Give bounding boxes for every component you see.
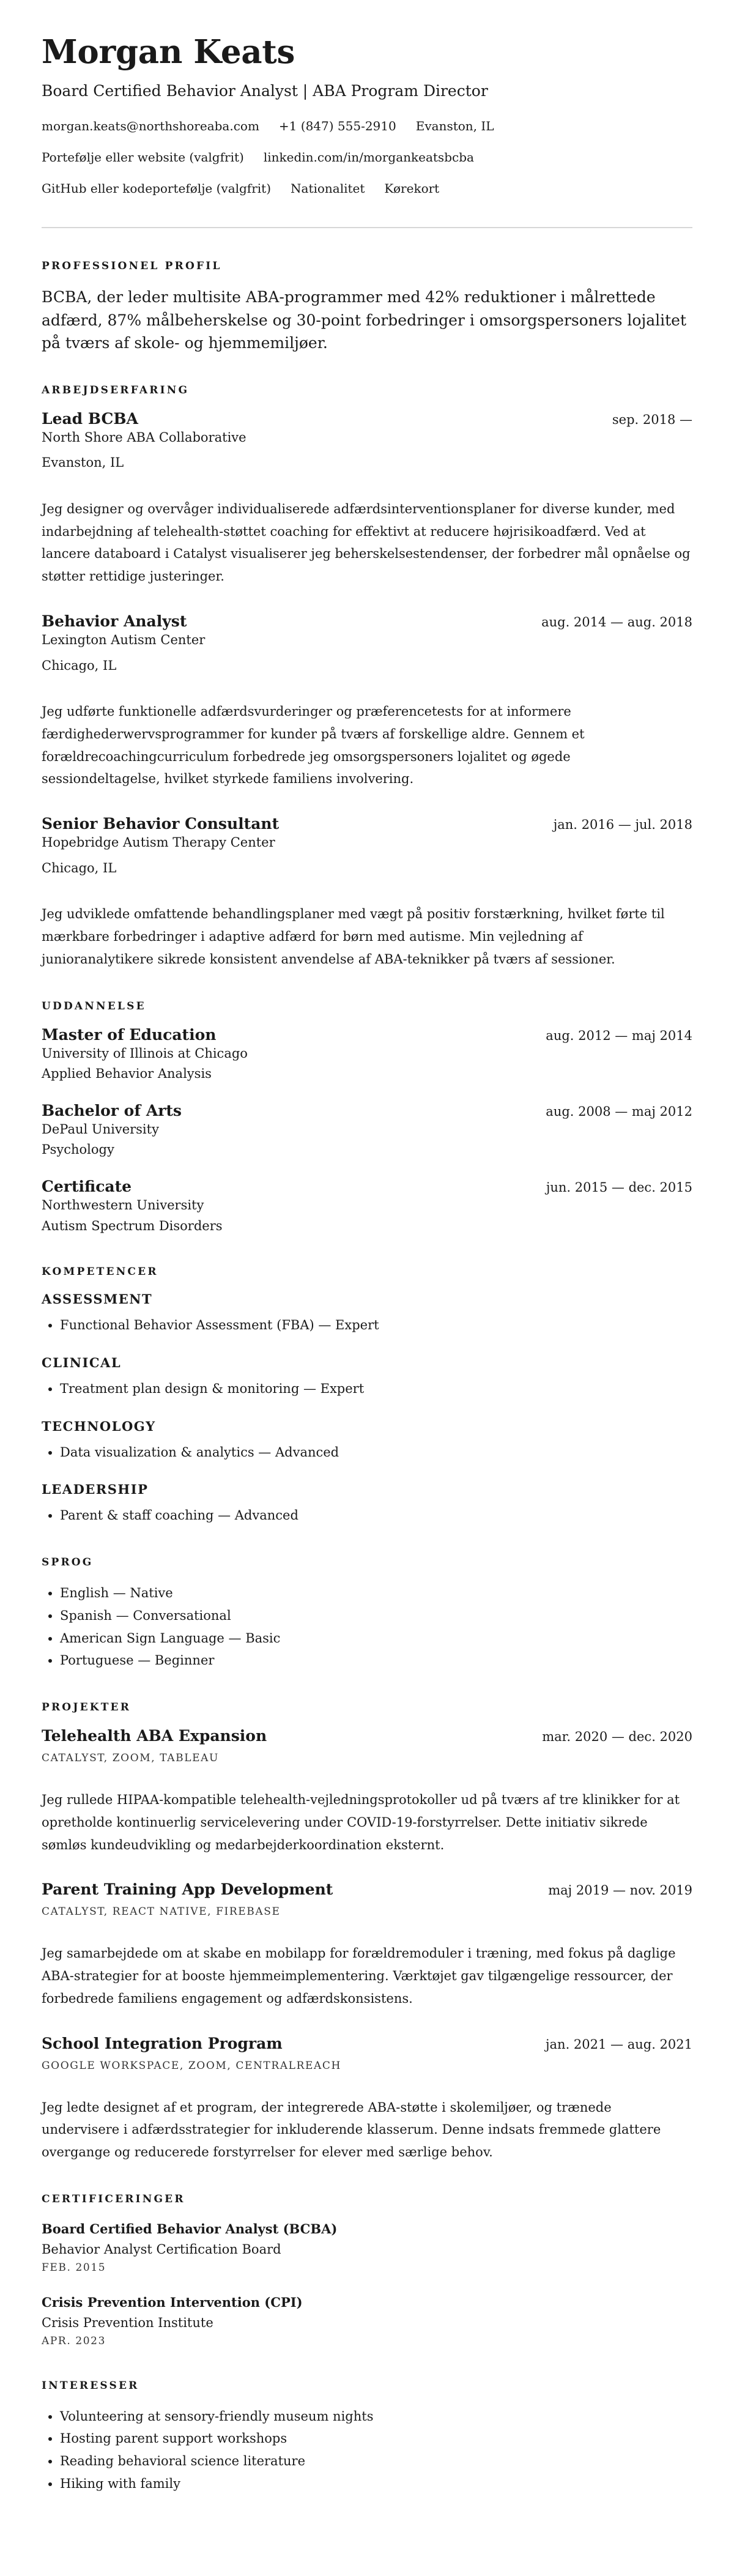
certifications-section bbox=[42, 2193, 692, 2350]
certification-entry bbox=[42, 2219, 692, 2276]
languages-section bbox=[42, 1556, 692, 1672]
entry-header bbox=[42, 2035, 692, 2052]
contact-portfolio[interactable]: Portefølje eller website (valgfrit) bbox=[42, 150, 244, 165]
project-name: Parent Training App Development bbox=[42, 1880, 333, 1899]
candidate-headline: Board Certified Behavior Analyst | ABA Program Director bbox=[42, 82, 488, 100]
interest-item: • Volunteering at sensory-friendly museum nights bbox=[60, 2405, 692, 2428]
certification-name: Board Certified Behavior Analyst (BCBA) bbox=[42, 2221, 338, 2236]
interests-section bbox=[42, 2380, 692, 2495]
contact-row-1 bbox=[42, 118, 692, 134]
language-item: • English — Native bbox=[60, 1582, 692, 1605]
field-of-study: Autism Spectrum Disorders bbox=[42, 1218, 223, 1233]
section-title-profile: PROFESSIONEL PROFIL bbox=[42, 260, 222, 273]
skills-section bbox=[42, 1266, 692, 1527]
field-of-study: Psychology bbox=[42, 1142, 114, 1157]
job-title: Senior Behavior Consultant bbox=[42, 815, 280, 833]
project-name: School Integration Program bbox=[42, 2034, 283, 2052]
project-dates: jan. 2021 — aug. 2021 bbox=[546, 2036, 692, 2052]
project-entry bbox=[42, 2035, 692, 2164]
interest-list bbox=[42, 2405, 692, 2495]
section-title-certifications: CERTIFICERINGER bbox=[42, 2192, 185, 2205]
language-list bbox=[42, 1582, 692, 1672]
contact-nationality: Nationalitet bbox=[291, 181, 365, 196]
skill-list bbox=[42, 1314, 692, 1337]
project-description: Jeg rullede HIPAA-kompatible telehealth-vejledningsprotokoller ud på tværs af tre klinikker for at opretholde kontinuerlig servicelevering under COVID-19-forstyrrelser. Dette initiativ sikrede sømløs kundeudvikling og medarbejderkoordination eksternt. bbox=[42, 1792, 680, 1852]
section-title-skills: KOMPETENCER bbox=[42, 1266, 158, 1279]
school-name: DePaul University bbox=[42, 1121, 159, 1137]
certification-date: APR. 2023 bbox=[42, 2335, 106, 2348]
section-title-interests: INTERESSER bbox=[42, 2379, 139, 2392]
entry-header bbox=[42, 1102, 692, 1119]
skill-category: TECHNOLOGY bbox=[42, 1418, 156, 1434]
interest-item: • Hiking with family bbox=[60, 2473, 692, 2495]
job-location: Evanston, IL bbox=[42, 455, 124, 470]
interest-item: • Reading behavioral science literature bbox=[60, 2450, 692, 2473]
entry-header bbox=[42, 1178, 692, 1195]
skill-list bbox=[42, 1504, 692, 1527]
language-item: • Spanish — Conversational bbox=[60, 1605, 692, 1627]
skill-group bbox=[42, 1291, 692, 1337]
section-title-languages: SPROG bbox=[42, 1556, 94, 1569]
skill-group bbox=[42, 1355, 692, 1400]
contact-location: Evanston, IL bbox=[415, 119, 494, 134]
skill-category: CLINICAL bbox=[42, 1354, 122, 1370]
job-dates: sep. 2018 — bbox=[612, 412, 692, 427]
contact-phone[interactable]: +1 (847) 555-2910 bbox=[278, 119, 396, 134]
project-description: Jeg samarbejdede om at skabe en mobilapp for forældremoduler i træning, med fokus på daglige ABA-strategier for at booste hjemmeimplementering. Værktøjet gav tilgængelige ressourcer, der forbedrede familiens engagement og adfærdskonsistens. bbox=[42, 1946, 676, 2006]
experience-entry bbox=[42, 815, 692, 970]
education-dates: aug. 2008 — maj 2012 bbox=[546, 1104, 692, 1119]
skill-category: ASSESSMENT bbox=[42, 1291, 153, 1307]
job-location: Chicago, IL bbox=[42, 658, 117, 673]
degree-title: Bachelor of Arts bbox=[42, 1101, 182, 1119]
section-title-projects: PROJEKTER bbox=[42, 1701, 132, 1714]
interest-item: • Hosting parent support workshops bbox=[60, 2427, 692, 2450]
contact-row-2 bbox=[42, 149, 692, 165]
degree-title: Certificate bbox=[42, 1177, 132, 1195]
education-dates: aug. 2012 — maj 2014 bbox=[546, 1028, 692, 1043]
entry-header bbox=[42, 815, 692, 833]
entry-header bbox=[42, 1727, 692, 1745]
certification-issuer: Behavior Analyst Certification Board bbox=[42, 2241, 281, 2257]
project-tech: CATALYST, ZOOM, TABLEAU bbox=[42, 1752, 219, 1765]
skill-list bbox=[42, 1378, 692, 1400]
certification-date: FEB. 2015 bbox=[42, 2262, 106, 2274]
language-item: • American Sign Language — Basic bbox=[60, 1627, 692, 1650]
skill-item: • Treatment plan design & monitoring — Expert bbox=[60, 1378, 692, 1400]
skill-group bbox=[42, 1419, 692, 1464]
education-entry bbox=[42, 1102, 692, 1160]
entry-header bbox=[42, 1880, 692, 1898]
project-tech: CATALYST, REACT NATIVE, FIREBASE bbox=[42, 1906, 281, 1918]
education-section bbox=[42, 1000, 692, 1237]
project-tech: GOOGLE WORKSPACE, ZOOM, CENTRALREACH bbox=[42, 2059, 341, 2072]
field-of-study: Applied Behavior Analysis bbox=[42, 1066, 212, 1082]
project-dates: mar. 2020 — dec. 2020 bbox=[542, 1729, 692, 1745]
experience-entry bbox=[42, 612, 692, 790]
entry-header bbox=[42, 612, 692, 630]
project-description: Jeg ledte designet af et program, der integrerede ABA-støtte i skolemiljøer, og trænede undervisere i adfærdsstrategier for inkluderende klasserum. Denne indsats fremmede glattere overgange og reducerede forstyrrelser for elever med særlige behov. bbox=[42, 2099, 661, 2160]
school-name: Northwestern University bbox=[42, 1197, 204, 1212]
contact-github[interactable]: GitHub eller kodeportefølje (valgfrit) bbox=[42, 181, 272, 196]
header-divider bbox=[42, 227, 692, 228]
education-dates: jun. 2015 — dec. 2015 bbox=[546, 1179, 692, 1195]
contact-drivers-license: Kørekort bbox=[384, 181, 440, 196]
job-location: Chicago, IL bbox=[42, 860, 117, 875]
profile-summary: BCBA, der leder multisite ABA-programmer med 42% reduktioner i målrettede adfærd, 87% målbeherskelse og 30-point forbedringer i omsorgspersoners lojalitet på tværs af skole- og hjemmemiljøer. bbox=[42, 288, 687, 352]
profile-section bbox=[42, 260, 692, 355]
skill-item: • Parent & staff coaching — Advanced bbox=[60, 1504, 692, 1527]
project-dates: maj 2019 — nov. 2019 bbox=[548, 1883, 692, 1898]
job-company: North Shore ABA Collaborative bbox=[42, 429, 247, 445]
project-name: Telehealth ABA Expansion bbox=[42, 1727, 267, 1745]
experience-section bbox=[42, 384, 692, 971]
degree-title: Master of Education bbox=[42, 1025, 217, 1044]
job-title: Behavior Analyst bbox=[42, 612, 187, 630]
job-title: Lead BCBA bbox=[42, 409, 138, 428]
certification-entry bbox=[42, 2292, 692, 2350]
entry-header bbox=[42, 410, 692, 428]
job-company: Hopebridge Autism Therapy Center bbox=[42, 835, 275, 850]
job-description: Jeg designer og overvåger individualiserede adfærdsinterventionsplaner for diverse kunder, med indarbejdning af telehealth-støttet coaching for effektivt at reducere højrisikoadfærd. Ved at lancere databoard i Catalyst visualiserer jeg beherskelsestendenser, der forbedrer mål opnåelse og støtter rettidige justeringer. bbox=[42, 501, 691, 584]
school-name: University of Illinois at Chicago bbox=[42, 1045, 248, 1061]
skill-group bbox=[42, 1482, 692, 1527]
skill-list bbox=[42, 1441, 692, 1464]
section-title-education: UDDANNELSE bbox=[42, 1000, 146, 1012]
language-item: • Portuguese — Beginner bbox=[60, 1649, 692, 1672]
candidate-name: Morgan Keats bbox=[42, 33, 295, 71]
entry-header bbox=[42, 1026, 692, 1044]
job-dates: aug. 2014 — aug. 2018 bbox=[541, 614, 692, 629]
skill-item: • Functional Behavior Assessment (FBA) — Expert bbox=[60, 1314, 692, 1337]
job-dates: jan. 2016 — jul. 2018 bbox=[553, 817, 692, 833]
resume-header bbox=[42, 34, 692, 196]
job-description: Jeg udviklede omfattende behandlingsplaner med vægt på positiv forstærkning, hvilket førte til mærkbare forbedringer i adaptive adfærd for børn med autisme. Min vejledning af junioranalytikere sikrede konsistent anvendelse af ABA-teknikker på tværs af sessioner. bbox=[42, 907, 665, 967]
section-title-experience: ARBEJDSERFARING bbox=[42, 384, 190, 396]
projects-section bbox=[42, 1701, 692, 2164]
contact-row-3 bbox=[42, 180, 692, 196]
project-entry bbox=[42, 1727, 692, 1856]
certification-name: Crisis Prevention Intervention (CPI) bbox=[42, 2295, 303, 2311]
skill-item: • Data visualization & analytics — Advanced bbox=[60, 1441, 692, 1464]
skill-category: LEADERSHIP bbox=[42, 1482, 149, 1498]
job-description: Jeg udførte funktionelle adfærdsvurderinger og præferencetests for at informere færdighederwervsprogrammer for kunder på tværs af forskellige aldre. Gennem et forældrecoachingcurriculum forbedrede jeg omsorgspersoners lojalitet og øgede sessiondeltagelse, hvilket styrkede familiens involvering. bbox=[42, 704, 585, 787]
certification-issuer: Crisis Prevention Institute bbox=[42, 2315, 213, 2330]
education-entry bbox=[42, 1178, 692, 1236]
contact-linkedin[interactable]: linkedin.com/in/morgankeatsbcba bbox=[263, 150, 474, 165]
job-company: Lexington Autism Center bbox=[42, 632, 206, 647]
contact-email[interactable]: morgan.keats@northshoreaba.com bbox=[42, 119, 259, 134]
project-entry bbox=[42, 1880, 692, 2010]
education-entry bbox=[42, 1026, 692, 1085]
experience-entry bbox=[42, 410, 692, 588]
